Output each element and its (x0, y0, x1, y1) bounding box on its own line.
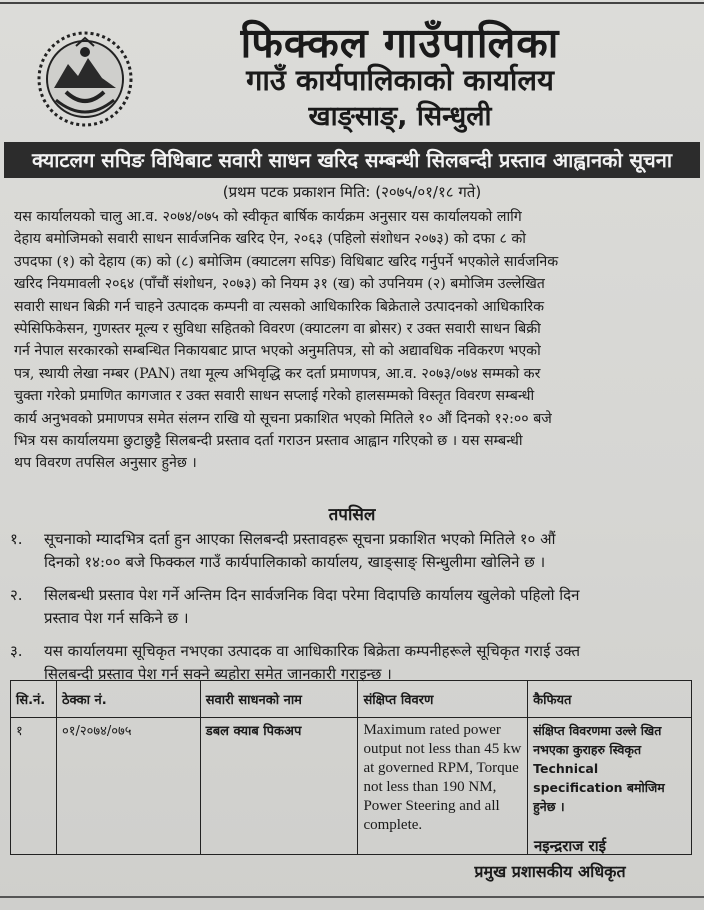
details-list (10, 528, 690, 696)
item-line: सिलबन्दी प्रस्ताव पेश गर्न सक्ने ब्यहोरा समेत जानकारी गराइन्छ । (44, 665, 392, 683)
body-line: उपदफा (१) को देहाय (क) को (८) बमोजिम (क्याटलग सपिङ) विधिबाट खरिद गर्नुपर्ने भएकोले सार्वजनिक (14, 253, 559, 270)
item-number: ३. (10, 642, 23, 660)
item-line: दिनको १४:०० बजे फिक्कल गाउँ कार्यपालिकाको कार्यालय, खाङ्साङ् सिन्धुलीमा खोलिने छ । (44, 553, 546, 571)
details-title: तपसिल (328, 505, 376, 525)
office-title: गाउँ कार्यपालिकाको कार्यालय (246, 63, 554, 97)
cell-remarks: संक्षिप्त विवरणमा उल्ले खित नभएका कुराहरु स्विकृत Technical specification बमोजिम हुनेछ । (528, 718, 692, 855)
location-title: खाङ्साङ्, सिन्धुली (308, 101, 492, 132)
body-line: कार्य अनुभवको प्रमाणपत्र समेत संलग्न राखि यो सूचना प्रकाशित भएको मितिले १० औं दिनको १२:०० बजे (14, 410, 552, 427)
table-row (11, 718, 692, 855)
notice-heading-banner: क्याटलग सपिङ विधिबाट सवारी साधन खरिद सम्बन्धी सिलबन्दी प्रस्ताव आह्वानको सूचना (4, 142, 700, 178)
item-line: सिलबन्धी प्रस्ताव पेश गर्ने अन्तिम दिन सार्वजनिक विदा परेमा विदापछि कार्यालय खुलेको पहिलो दिन (44, 586, 580, 604)
municipality-title: फिक्कल गाउँपालिका (240, 19, 560, 67)
list-item (10, 584, 690, 630)
col-header-sn: सि.नं. (11, 681, 57, 718)
bottom-rule (0, 896, 704, 898)
col-header-contract: ठेक्का नं. (56, 681, 200, 718)
publication-date: (प्रथम पटक प्रकाशन मिति: (२०७५/०१/१८ गते) (222, 183, 482, 201)
body-line: भित्र यस कार्यालयमा छुटाछुट्टै सिलबन्दी प्रस्ताव दर्ता गराउन प्रस्ताव आह्वान गरिएको छ । यस सम्बन्धी (14, 433, 523, 450)
item-number: २. (10, 586, 23, 604)
item-line: यस कार्यालयमा सूचिकृत नभएका उत्पादक वा आधिकारिक बिक्रेता कम्पनीहरूले सूचिकृत गराई उक्त (44, 642, 581, 660)
body-line: यस कार्यालयको चालु आ.व. २०७४/०७५ को स्वीकृत बार्षिक कार्यक्रम अनुसार यस कार्यालयको लागि (14, 209, 522, 225)
item-line: प्रस्ताव पेश गर्न सकिने छ । (44, 609, 189, 627)
body-line: सवारी साधन बिक्री गर्न चाहने उत्पादक कम्पनी वा त्यसको आधिकारिक बिक्रेताले उत्पादनको आधिकारिक (14, 298, 544, 315)
item-number: १. (10, 530, 23, 548)
col-header-remarks: कैफियत (528, 681, 692, 718)
top-rule (0, 2, 704, 4)
cell-sn: १ (11, 718, 57, 855)
signatory-name: नइन्द्रराज राई (533, 837, 607, 855)
list-item (10, 528, 690, 574)
signatory-title: प्रमुख प्रशासकीय अधिकृत (474, 862, 626, 881)
cell-description: Maximum rated power output not less than 45 kw at governed RPM, Torque not less than 190 NM, Power Steering and all complete. (358, 718, 528, 855)
cell-contract: ०१/२०७४/०७५ (56, 718, 200, 855)
body-line: खरिद नियमावली २०६४ (पाँचौं संशोधन, २०७३) को नियम ३१ (ख) को उपनियम (२) बमोजिम उल्लेखित (14, 276, 545, 293)
nepal-emblem-icon (36, 30, 134, 128)
body-line: देहाय बमोजिमको सवारी साधन सार्वजनिक खरिद ऐन, २०६३ (पहिलो संशोधन २०७३) को दफा ८ को (14, 231, 526, 248)
col-header-description: संक्षिप्त विवरण (358, 681, 528, 718)
notice-body (14, 206, 692, 475)
vehicle-table (10, 680, 692, 855)
col-header-vehicle: सवारी साधनको नाम (200, 681, 358, 718)
table-header-row (11, 681, 692, 718)
item-line: सूचनाको म्यादभित्र दर्ता हुन आएका सिलबन्दी प्रस्तावहरू सूचना प्रकाशित भएको मितिले १० औं (44, 530, 556, 548)
body-line: चुक्ता गरेको प्रमाणित कागजात र उक्त सवारी साधन सप्लाई गरेको हालसम्मको विस्तृत विवरण सम्बन्धी (14, 388, 535, 405)
body-line: गर्न नेपाल सरकारको सम्बन्धित निकायबाट प्राप्त भएको अनुमतिपत्र, सो को अद्यावधिक नविकरण भएको (14, 343, 541, 360)
body-line: थप विवरण तपसिल अनुसार हुनेछ । (14, 455, 197, 472)
body-line: पत्र, स्थायी लेखा नम्बर (PAN) तथा मूल्य अभिवृद्धि कर दर्ता प्रमाणपत्र, आ.व. २०७३/०७४ सम्मको कर (14, 365, 541, 382)
cell-vehicle: डबल क्याब पिकअप (200, 718, 358, 855)
body-line: स्पेसिफिकेसन, गुणस्तर मूल्य र सुविधा सहितको विवरण (क्याटलग वा ब्रोसर) र उक्त सवारी साधन बिक्री (14, 321, 541, 338)
